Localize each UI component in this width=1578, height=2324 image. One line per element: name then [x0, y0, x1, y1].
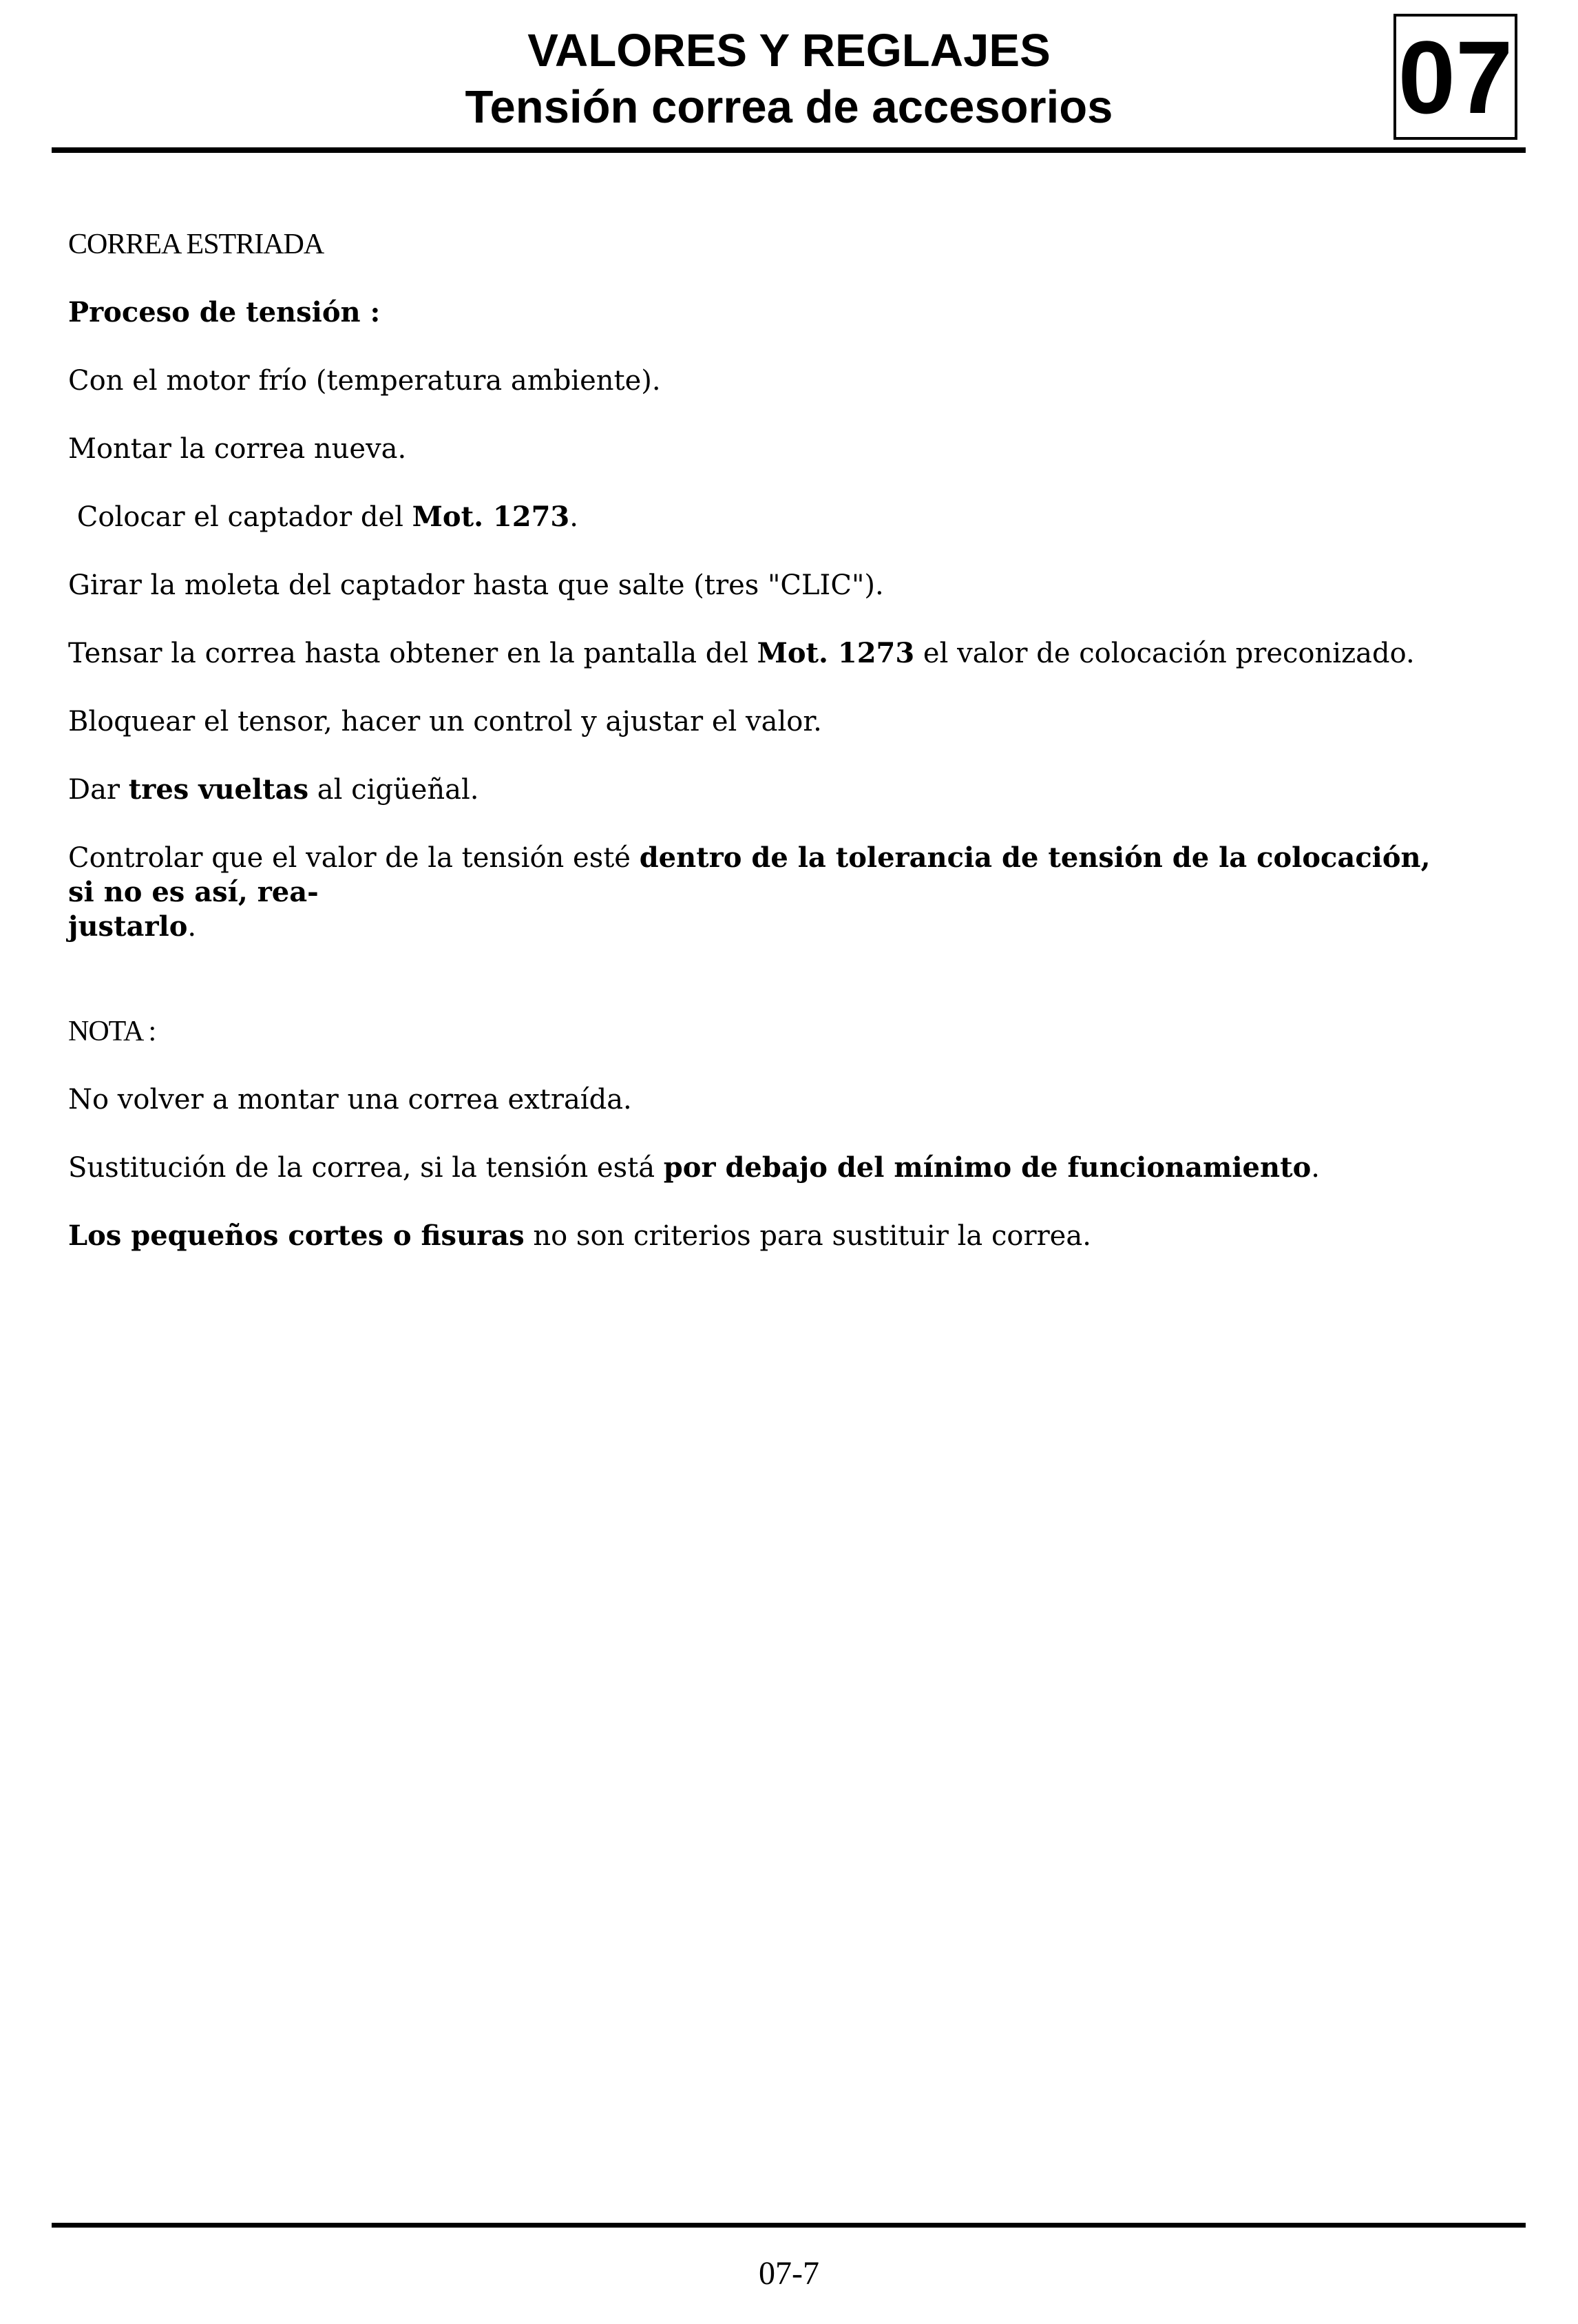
note-line-2 — [68, 1151, 1459, 1185]
chapter-number-box: 07 — [1393, 14, 1517, 140]
step-3 — [68, 500, 1459, 534]
step-1: Con el motor frío (temperatura ambiente). — [68, 365, 661, 397]
step-4: Girar la moleta del captador hasta que salte (tres "CLIC"). — [68, 569, 884, 601]
step-7-end: al cigüeñal. — [308, 774, 479, 806]
step-7 — [68, 773, 1459, 807]
step-3-end: . — [569, 501, 578, 533]
step-3-tool: Mot. 1273 — [412, 501, 570, 533]
step-8-bold-1: dentro de la tolerancia de tensión de la colocación, si no es así, rea- — [68, 841, 1431, 908]
note-line-3-bold: Los pequeños cortes o fisuras — [68, 1219, 525, 1252]
page-subtitle: Tensión correa de accesorios — [465, 81, 1113, 133]
step-7-bold: tres vueltas — [128, 773, 309, 806]
step-8-line-2 — [68, 910, 1459, 944]
note-line-2-text: Sustitución de la correa, si la tensión está — [68, 1152, 664, 1184]
note-line-3-text: no son criterios para sustituir la correa. — [524, 1220, 1091, 1252]
step-6: Bloquear el tensor, hacer un control y ajustar el valor. — [68, 706, 822, 737]
step-8-text: Controlar que el valor de la tensión esté — [68, 842, 640, 874]
page-title: VALORES Y REGLAJES — [527, 25, 1051, 76]
section-label-correa: CORREA ESTRIADA — [68, 229, 324, 260]
page-number: 07-7 — [759, 2255, 819, 2292]
step-5-tool: Mot. 1273 — [757, 637, 915, 669]
note-line-3 — [68, 1219, 1459, 1253]
step-2: Montar la correa nueva. — [68, 433, 407, 465]
header-divider — [52, 147, 1526, 153]
step-7-text: Dar — [68, 774, 129, 806]
note-line-2-end: . — [1311, 1152, 1320, 1184]
step-5 — [68, 636, 1459, 671]
step-8-line-1 — [68, 841, 1459, 910]
step-8-end: . — [187, 911, 197, 943]
footer-divider — [52, 2223, 1526, 2228]
step-5-end: el valor de colocación preconizado. — [914, 638, 1415, 669]
step-5-text: Tensar la correa hasta obtener en la pantalla del — [68, 638, 757, 669]
step-8-bold-2: justarlo — [68, 910, 188, 943]
note-line-2-bold: por debajo del mínimo de funcionamiento — [663, 1151, 1312, 1184]
note-label: NOTA : — [68, 1016, 156, 1047]
procedure-title: Proceso de tensión : — [68, 296, 381, 328]
step-3-text: Colocar el captador del — [68, 501, 412, 533]
step-8 — [68, 841, 1459, 944]
note-line-1: No volver a montar una correa extraída. — [68, 1084, 632, 1116]
